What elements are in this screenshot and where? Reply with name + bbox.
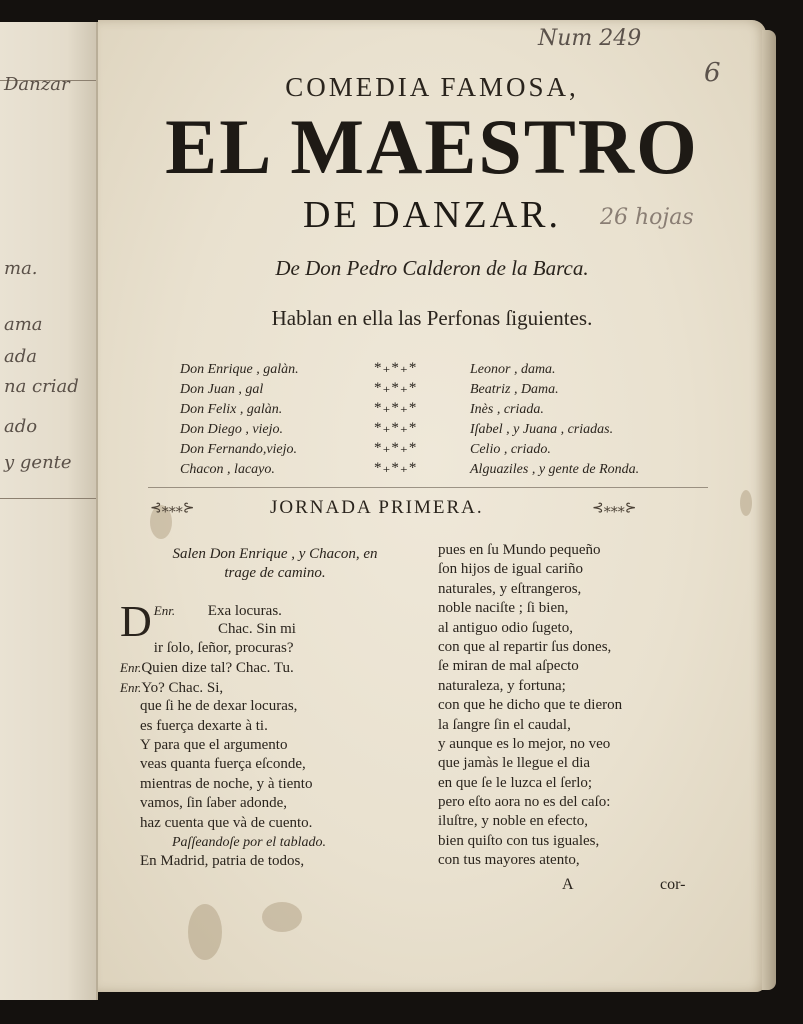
verse-line	[120, 597, 410, 646]
verse-line: noble naciſte ; ſi bien,	[438, 600, 569, 617]
facing-page-rule	[0, 498, 96, 499]
star-separator: *₊*₊*	[374, 400, 418, 416]
cast-entry: Don Juan , gal	[180, 382, 264, 397]
catchword: cor-	[660, 876, 686, 893]
dramatis-personae-heading: Hablan en ella las Perfonas ſiguientes.	[271, 306, 593, 330]
left-verse-column	[120, 597, 410, 872]
verse-line: y aunque es lo mejor, no veo	[438, 735, 611, 752]
cast-entry: Chacon , lacayo.	[180, 462, 275, 477]
verse-text: Quien dize tal? Chac. Tu.	[141, 660, 294, 677]
act-heading: JORNADA PRIMERA.	[270, 497, 484, 518]
verse-line: que ſi he de dexar locuras,	[140, 698, 298, 715]
cast-entry: Don Fernando,viejo.	[180, 442, 298, 457]
verse-line: mientras de noche, y à tiento	[140, 775, 313, 792]
verse-line: vamos, ſin ſaber adonde,	[140, 795, 288, 812]
section-rule	[148, 487, 708, 488]
speaker-label: Enr.	[120, 660, 142, 676]
verse-line: naturaleza, y fortuna;	[438, 677, 566, 694]
verse-text: Exa locuras.	[207, 603, 282, 619]
stage-direction	[140, 545, 410, 584]
star-separator: *₊*₊*	[374, 360, 418, 376]
stage-direction-line: trage de camino.	[224, 565, 326, 582]
cast-entry: Don Felix , galàn.	[180, 402, 283, 417]
verse-line: ſon hijos de igual cariño	[438, 561, 583, 578]
star-separator: *₊*₊*	[374, 420, 418, 436]
facing-note: na criad	[4, 376, 79, 397]
stage-direction-line: Salen Don Enrique , y Chacon, en	[172, 546, 378, 562]
cast-entry: Iſabel , y Juana , criadas.	[470, 422, 614, 437]
verse-line: ir ſolo, ſeñor, procuras?	[153, 640, 294, 656]
facing-note: Danzar	[4, 74, 70, 95]
facing-note: y gente	[4, 452, 72, 473]
left-ornament: ⊰⁎⁎⁎⊱	[150, 501, 195, 516]
stain	[188, 904, 222, 960]
cast-entry: Alguaziles , y gente de Ronda.	[470, 462, 640, 477]
cast-entry: Beatriz , Dama.	[470, 382, 559, 397]
verse-line: pero eſto aora no es del caſo:	[438, 794, 611, 811]
folio-number-note: 6	[704, 58, 721, 88]
verse-line: es fuerça dexarte à ti.	[140, 717, 268, 734]
verse-line: que jamàs le llegue el dia	[438, 755, 591, 772]
printer-signature: A	[562, 876, 574, 893]
comedia-heading: COMEDIA FAMOSA,	[285, 72, 579, 102]
facing-note: ado	[4, 416, 38, 437]
play-subtitle: DE DANZAR.	[303, 194, 561, 236]
verse-line	[120, 678, 410, 697]
facing-note: ada	[4, 346, 37, 367]
star-separator: *₊*₊*	[374, 380, 418, 396]
stage-direction-inline: Paſſeandoſe por el tablado.	[172, 834, 326, 850]
cast-entry: Inès , criada.	[470, 402, 544, 417]
verse-line: iluſtre, y noble en efecto,	[438, 813, 588, 830]
verse-line: pues en ſu Mundo pequeño	[438, 542, 601, 558]
play-title: EL MAESTRO	[165, 103, 699, 190]
verse-line: con que he dicho que te dieron	[438, 697, 623, 714]
facing-page-fragment	[0, 22, 98, 1000]
verse-line: con que al repartir ſus dones,	[438, 638, 612, 655]
stain	[262, 902, 302, 932]
verse-line: Y para que el argumento	[140, 736, 288, 753]
verse-text: Yo? Chac. Si,	[141, 679, 224, 696]
speaker-label: Enr.	[153, 603, 176, 618]
verse-line: En Madrid, patria de todos,	[140, 853, 305, 870]
verse-line: ſe miran de mal aſpecto	[438, 658, 579, 675]
verse-line: veas quanta fuerça eſconde,	[140, 756, 306, 773]
verse-line: haz cuenta que và de cuento.	[140, 814, 313, 831]
verse-line: naturales, y eſtrangeros,	[438, 580, 582, 597]
cast-entry: Don Diego , viejo.	[180, 422, 284, 437]
speaker-label: Enr.	[120, 679, 142, 695]
catalog-number-note: Num 249	[538, 26, 642, 51]
facing-note: ma.	[4, 258, 38, 279]
verse-line: bien quiſto con tus iguales,	[438, 832, 600, 849]
author-line: De Don Pedro Calderon de la Barca.	[275, 256, 589, 280]
verse-line	[120, 658, 410, 677]
cast-entry: Leonor , dama.	[470, 362, 556, 377]
verse-line: la ſangre ſin el caudal,	[438, 716, 571, 733]
star-separator: *₊*₊*	[374, 460, 418, 476]
verse-line: al antiguo odio ſugeto,	[438, 619, 573, 636]
verse-line: con tus mayores atento,	[438, 852, 580, 869]
cast-entry: Don Enrique , galàn.	[180, 362, 299, 377]
facing-note: ama	[4, 314, 43, 335]
star-separator: *₊*₊*	[374, 440, 418, 456]
stain	[740, 490, 752, 516]
right-ornament: ⊰⁎⁎⁎⊱	[592, 501, 637, 516]
drop-cap: D	[120, 597, 152, 646]
leaf-count-note: 26 hojas	[600, 205, 694, 230]
right-verse-column	[438, 541, 728, 871]
cast-entry: Celio , criado.	[470, 442, 551, 457]
verse-text: Chac. Sin mi	[218, 621, 296, 637]
verse-line: en que ſe le luzca el ſerlo;	[438, 774, 593, 791]
